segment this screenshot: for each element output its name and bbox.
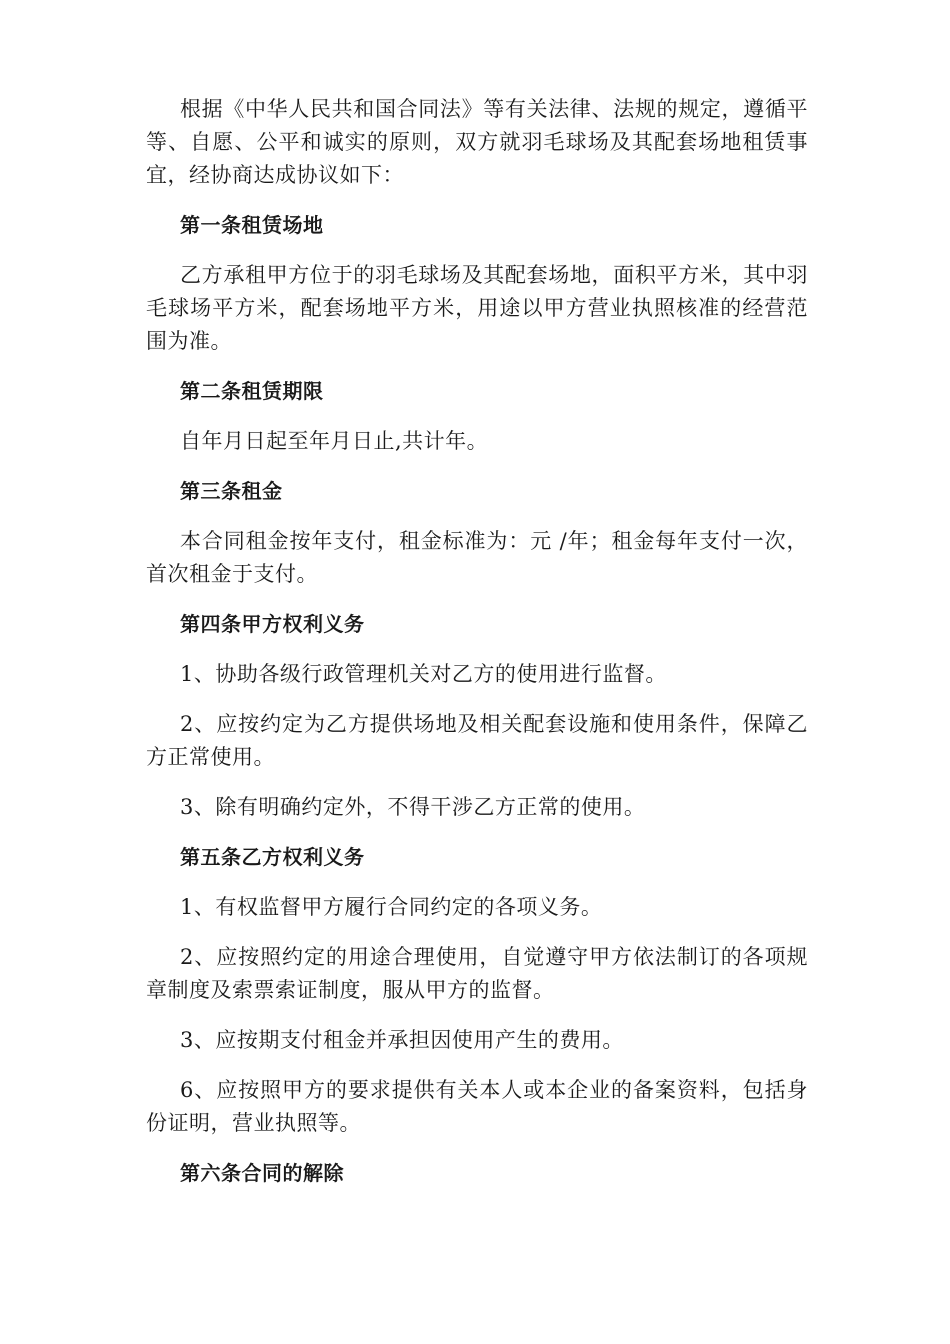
article-2-heading: 第二条租赁期限: [180, 379, 324, 403]
article-1-heading: 第一条租赁场地: [180, 213, 324, 237]
article-3-heading: 第三条租金: [180, 479, 283, 503]
article-2-text: 自年月日起至年月日止,共计年。: [180, 429, 489, 453]
article-4-item-2: 2、应按约定为乙方提供场地及相关配套设施和使用条件，保障乙方正常使用。: [146, 712, 808, 769]
intro-paragraph: 根据《中华人民共和国合同法》等有关法律、法规的规定，遵循平等、自愿、公平和诚实的原则，双方就羽毛球场及其配套场地租赁事宜，经协商达成协议如下：: [146, 97, 808, 187]
article-4-item-3: 3、除有明确约定外，不得干涉乙方正常的使用。: [180, 795, 646, 819]
article-1-text: 乙方承租甲方位于的羽毛球场及其配套场地，面积平方米，其中羽毛球场平方米，配套场地平方米，用途以甲方营业执照核准的经营范围为准。: [146, 263, 808, 353]
article-6-heading: 第六条合同的解除: [180, 1161, 344, 1185]
article-5-item-1: 1、有权监督甲方履行合同约定的各项义务。: [180, 895, 603, 919]
article-5-item-4: 6、应按照甲方的要求提供有关本人或本企业的备案资料，包括身份证明，营业执照等。: [146, 1078, 808, 1135]
article-4-heading: 第四条甲方权利义务: [180, 612, 365, 636]
article-5-item-2: 2、应按照约定的用途合理使用，自觉遵守甲方依法制订的各项规章制度及索票索证制度，服从甲方的监督。: [146, 945, 808, 1002]
article-3-text: 本合同租金按年支付，租金标准为：元 /年；租金每年支付一次，首次租金于支付。: [146, 529, 808, 586]
article-4-item-1: 1、协助各级行政管理机关对乙方的使用进行监督。: [180, 662, 667, 686]
article-5-heading: 第五条乙方权利义务: [180, 845, 365, 869]
article-5-item-3: 3、应按期支付租金并承担因使用产生的费用。: [180, 1028, 624, 1052]
contract-document: [146, 93, 808, 1207]
